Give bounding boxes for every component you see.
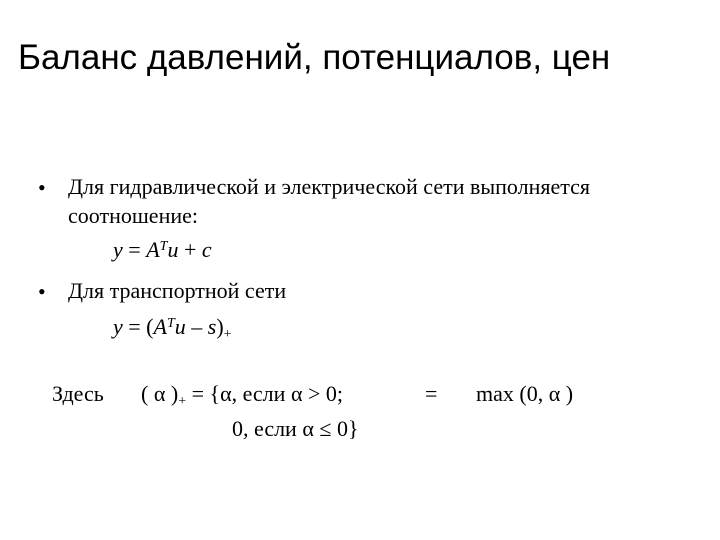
note-definition-line-1: ( α )$_+ = \{\alpha$, если α > 0; xyxy=(141,381,343,409)
formula-1: $y = A^Tu + c$ xyxy=(113,237,212,262)
bullet-1-line-1: Для гидравлической и электрической сети выполняется xyxy=(68,174,591,199)
bullet-marker: • xyxy=(38,279,46,304)
bullet-2-line-1: Для транспортной сети xyxy=(68,278,287,303)
formula-2: $y = (A^Tu - s)_+$ xyxy=(113,314,232,342)
note-label: Здесь xyxy=(52,381,104,406)
bullet-marker: • xyxy=(38,175,46,200)
slide-title: Баланс давлений, потенциалов, цен xyxy=(18,38,611,77)
bullet-1-line-2: соотношение: xyxy=(68,203,198,228)
note-equals-sign: = xyxy=(425,381,438,406)
note-definition-line-2: 0, если α ≤ 0} xyxy=(232,416,359,441)
note-max-expression: max (0, α ) xyxy=(476,381,574,406)
